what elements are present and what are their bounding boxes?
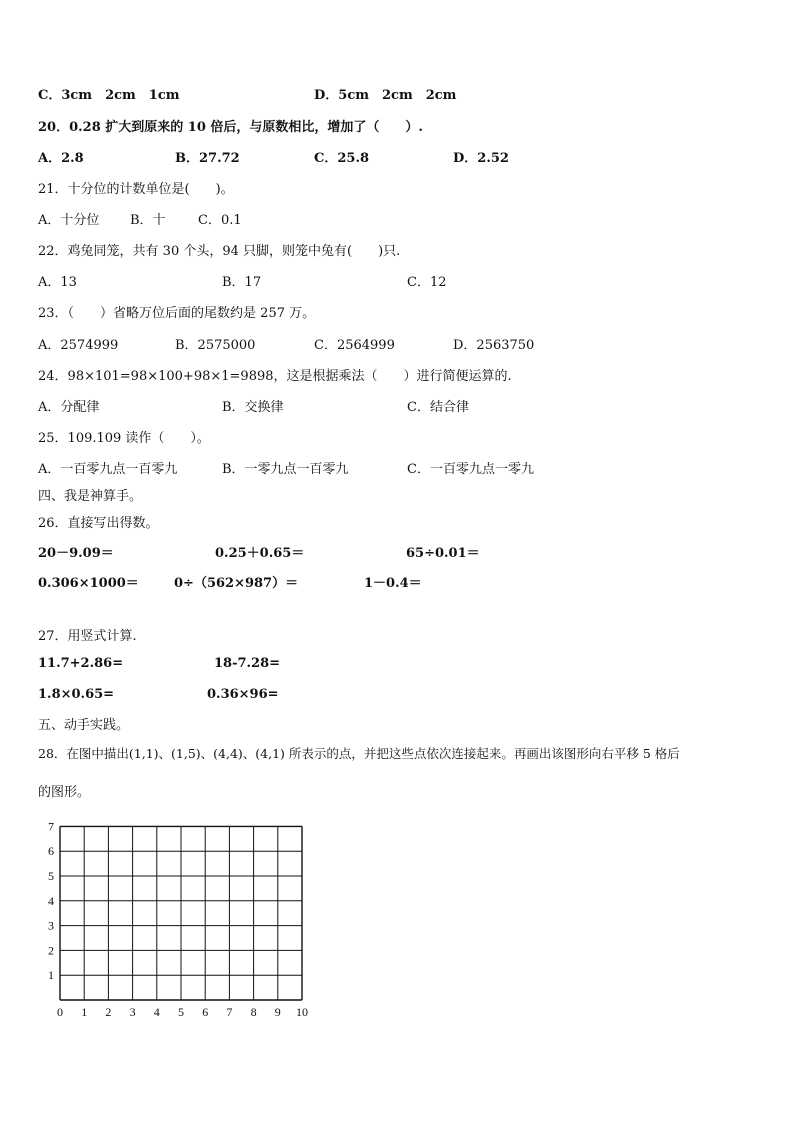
q27-item-4: 0.36×96= [207,687,279,702]
y-axis-label: 2 [48,943,54,958]
q22-option-c: C．12 [407,275,447,290]
x-axis-label: 8 [250,1005,257,1019]
y-axis-label: 6 [48,844,54,859]
q23-option-d: D．2563750 [453,338,535,353]
q25-stem: 25．109.109 读作（ ）。 [38,431,210,446]
q23-option-c: C．2564999 [314,338,395,353]
q24-option-b: B．交换律 [222,400,284,415]
y-axis-label: 4 [48,893,54,908]
q21-option-c: C．0.1 [198,213,242,228]
y-axis-label: 3 [48,918,54,933]
q26-item-3: 65÷0.01＝ [406,546,480,561]
q19-option-c: C．3cm 2cm 1cm [38,88,180,103]
x-axis-label: 9 [274,1005,281,1019]
q28-stem-line-1: 28．在图中描出(1,1)、(1,5)、(4,4)、(4,1) 所表示的点，并把这些点依次连接起来。再画出该图形向右平移 5 格后 [38,746,680,761]
y-axis-label: 1 [48,968,54,983]
q24-option-c: C．结合律 [407,400,469,415]
section-5-heading: 五、动手实践。 [38,718,130,733]
section-4-heading: 四、我是神算手。 [38,489,143,504]
q20-option-c: C．25.8 [314,151,370,166]
q21-option-b: B．十 [130,213,166,228]
q22-option-a: A．13 [38,275,77,290]
q26-item-2: 0.25＋0.65＝ [215,546,305,561]
q27-item-1: 11.7+2.86= [38,656,124,671]
q28-stem-line-2: 的图形。 [38,785,91,800]
q20-option-b: B．27.72 [175,151,240,166]
coordinate-grid-svg [30,818,330,1028]
q21-option-a: A．十分位 [38,213,100,228]
q22-option-b: B．17 [222,275,262,290]
q24-option-a: A．分配律 [38,400,100,415]
y-axis-label: 5 [48,869,54,883]
q20-stem: 20．0.28 扩大到原来的 10 倍后，与原数相比，增加了（ ）. [38,120,423,135]
x-axis-label: 7 [226,1005,233,1019]
q25-option-a: A．一百零九点一百零九 [38,462,178,477]
q26-item-1: 20－9.09＝ [38,546,114,561]
q27-item-3: 1.8×0.65= [38,687,115,702]
x-axis-label: 4 [153,1005,160,1019]
x-axis-label: 10 [296,1005,308,1019]
q20-option-a: A．2.8 [38,151,84,166]
x-axis-label: 6 [202,1005,209,1019]
q20-option-d: D．2.52 [453,151,509,166]
q24-stem: 24．98×101=98×100+98×1=9898，这是根据乘法（ ）进行简便运算的. [38,369,512,384]
q26-item-5: 0÷（562×987）＝ [174,576,299,591]
q27-item-2: 18-7.28= [214,656,281,671]
q21-stem: 21．十分位的计数单位是( )。 [38,182,234,197]
q23-option-b: B．2575000 [175,338,256,353]
x-axis-label: 3 [129,1005,136,1019]
q26-item-4: 0.306×1000＝ [38,576,139,591]
q25-option-c: C．一百零九点一零九 [407,462,534,477]
x-axis-label: 0 [57,1005,63,1019]
y-axis-label: 7 [48,819,54,834]
q19-option-d: D．5cm 2cm 2cm [314,88,457,103]
q27-stem: 27．用竖式计算. [38,629,137,644]
x-axis-label: 5 [178,1005,184,1019]
q23-stem: 23．（ ）省略万位后面的尾数约是 257 万。 [38,306,316,321]
q26-item-6: 1－0.4＝ [364,576,422,591]
q26-stem: 26．直接写出得数。 [38,516,159,531]
coordinate-grid[interactable] [30,818,330,1028]
q23-option-a: A．2574999 [38,338,119,353]
q25-option-b: B．一零九点一百零九 [222,462,349,477]
x-axis-label: 1 [81,1005,88,1019]
q22-stem: 22．鸡兔同笼，共有 30 个头，94 只脚，则笼中兔有( )只. [38,244,401,259]
x-axis-label: 2 [105,1005,112,1019]
